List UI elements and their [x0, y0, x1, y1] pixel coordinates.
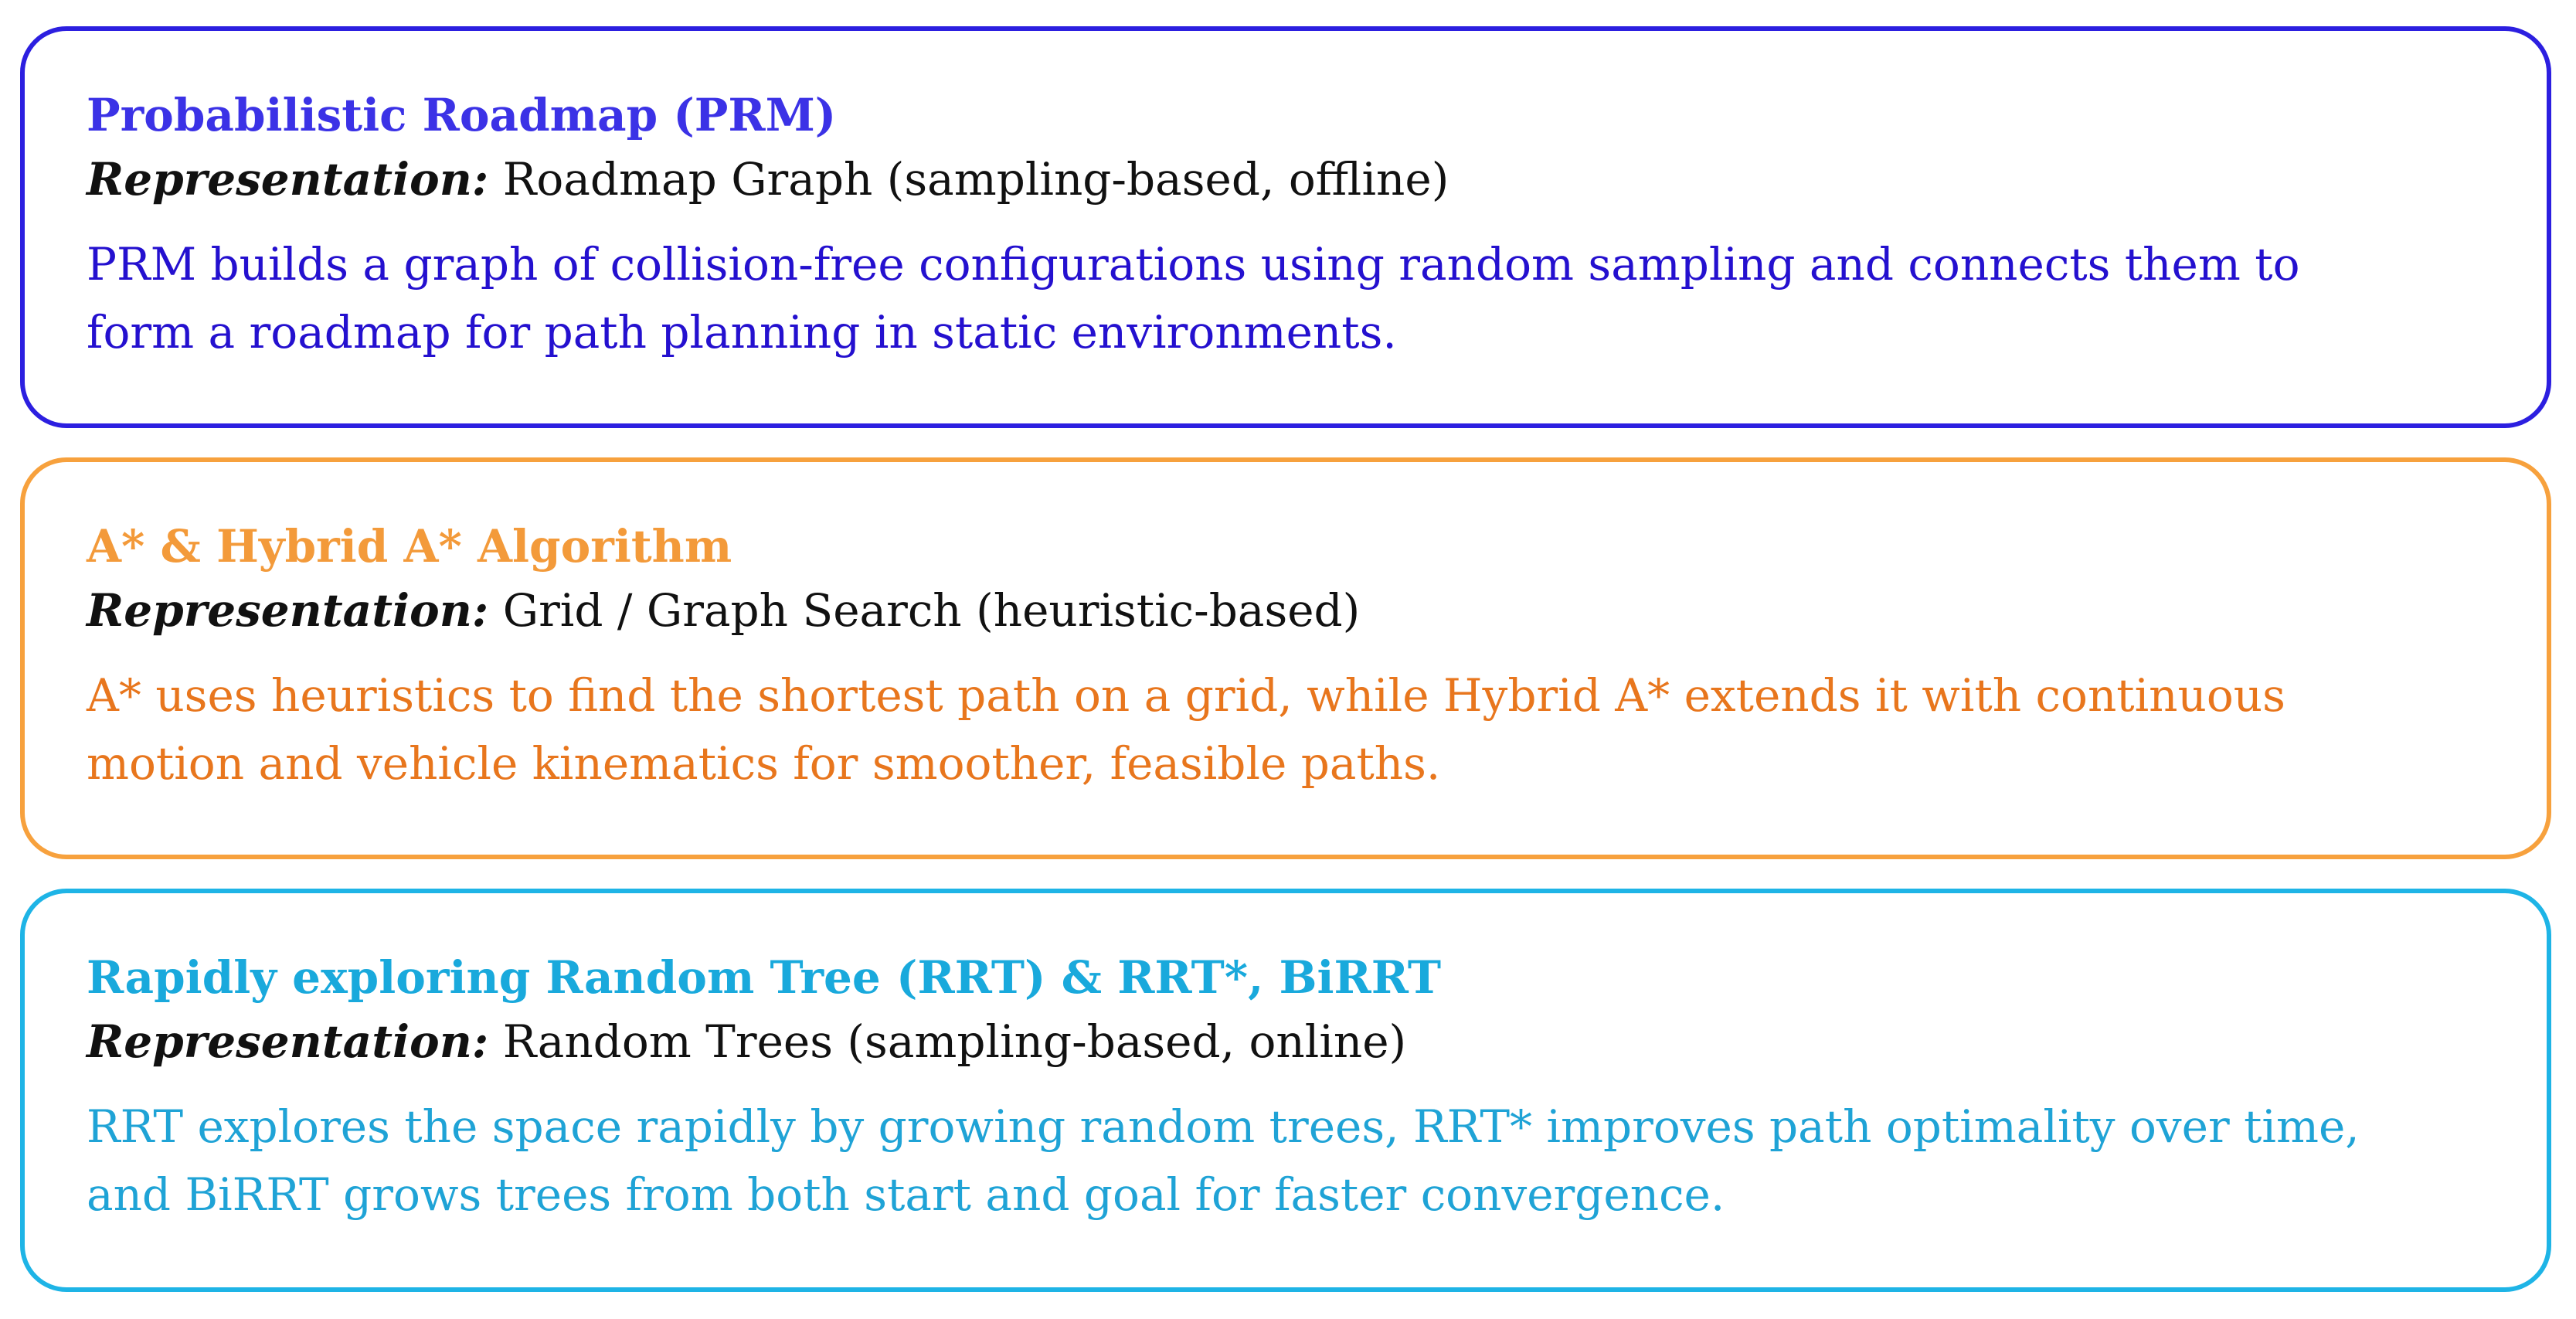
card-title: Rapidly exploring Random Tree (RRT) & RRT*, BiRRT: [87, 951, 1442, 1004]
rrt-card: [20, 889, 2551, 1292]
card-title: A* & Hybrid A* Algorithm: [87, 520, 732, 573]
card-description: [87, 1093, 2528, 1229]
astar-card: [20, 457, 2551, 859]
representation-value: Grid / Graph Search (heuristic-based): [502, 584, 1361, 637]
description-line: form a roadmap for path planning in static environments.: [87, 306, 1397, 359]
card-description: [87, 230, 2528, 366]
representation-line: [87, 580, 2547, 641]
representation-label: Representation:: [87, 153, 489, 206]
description-line: motion and vehicle kinematics for smoother, feasible paths.: [87, 737, 1441, 790]
representation-label: Representation:: [87, 1015, 489, 1068]
description-line: RRT explores the space rapidly by growing random trees, RRT* improves path optimality over time,: [87, 1100, 2360, 1153]
description-line: PRM builds a graph of collision-free configurations using random sampling and connects them to: [87, 238, 2300, 291]
prm-card: [20, 26, 2551, 428]
description-line: A* uses heuristics to find the shortest path on a grid, while Hybrid A* extends it with continuous: [87, 669, 2285, 722]
card-title: Probabilistic Roadmap (PRM): [87, 89, 837, 141]
card-description: [87, 661, 2528, 797]
representation-label: Representation:: [87, 584, 489, 637]
representation-value: Roadmap Graph (sampling-based, offline): [502, 153, 1449, 206]
description-line: and BiRRT grows trees from both start and goal for faster convergence.: [87, 1168, 1725, 1221]
representation-line: [87, 148, 2547, 210]
representation-line: [87, 1011, 2547, 1073]
representation-value: Random Trees (sampling-based, online): [502, 1015, 1407, 1068]
